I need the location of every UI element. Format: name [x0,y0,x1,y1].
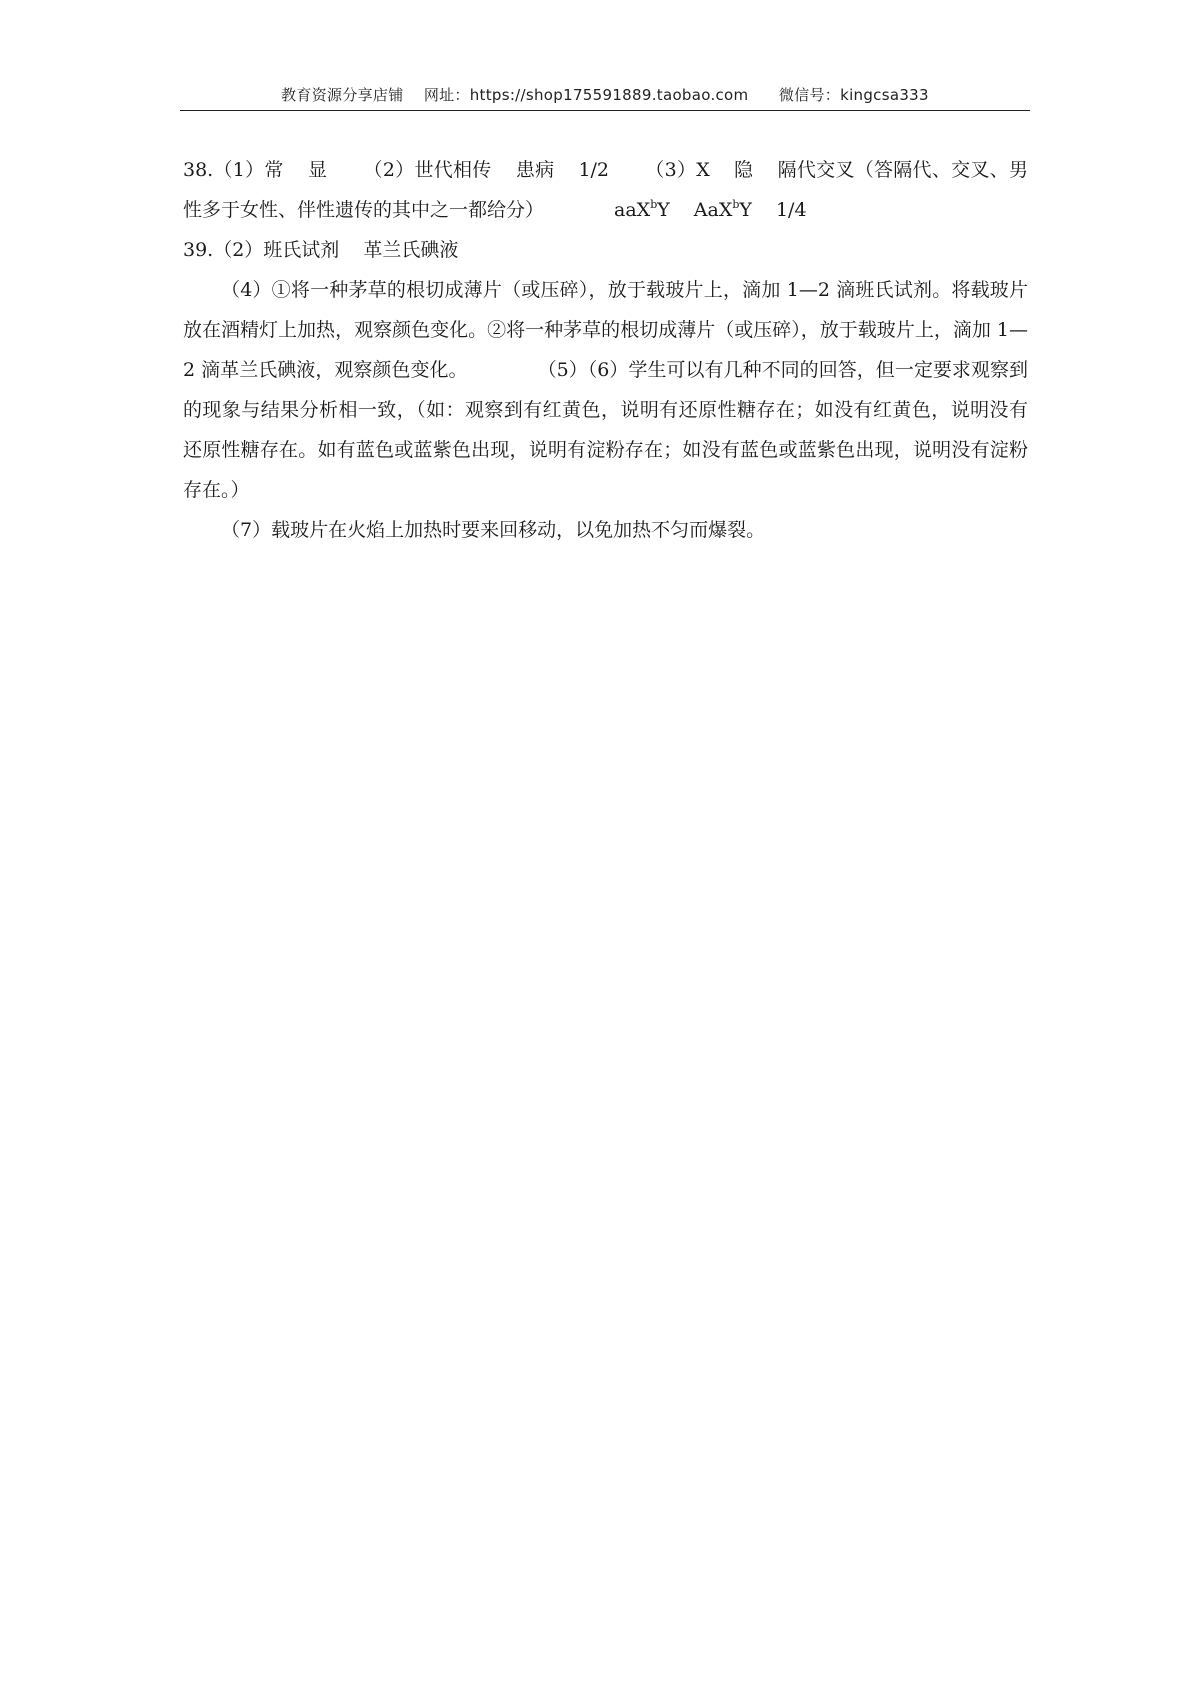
answer-38 [183,150,1028,230]
header-divider [180,110,1030,111]
answer-39-part-7 [183,510,1028,550]
answer-content [183,150,1028,550]
q38-part3-note: 隔代交叉（答隔代、交叉、男性多于女性、伴性遗传的其中之一都给分） [183,159,1028,221]
page-header [180,84,1030,105]
q39-part7: （7）载玻片在火焰上加热时要来回移动，以免加热不匀而爆裂。 [221,519,766,541]
wechat-id: kingcsa333 [840,86,929,104]
q39-part2-reagent: 革兰氏碘液 [363,239,459,261]
shop-url: https://shop175591889.taobao.com [469,86,749,104]
wechat-label: 微信号： [778,86,841,104]
q38-part3: （3）X [645,159,710,181]
q39-part2: （2）班氏试剂 [213,239,340,261]
q38-part1: （1）常 [213,159,284,181]
q39-part5-6: （5）（6）学生可以有几种不同的回答，但一定要求观察到的现象与结果分析相一致，（如：观察到有红黄色，说明有还原性糖存在；如没有红黄色，说明没有还原性糖存在。如有蓝色或蓝紫色出现，说明有淀粉存在；如没有蓝色或蓝紫色出现，说明没有淀粉存在。） [183,359,1028,501]
genotype-2: AaX$^b$Y [693,198,752,221]
q38-part2-answer: 患病 [515,159,555,181]
q38-part2-ratio: 1/2 [578,159,610,181]
answer-39-heading [183,230,1028,270]
answer-39-parts-4-6 [183,270,1028,510]
q38-part1-answer: 显 [307,159,328,181]
q38-part3-answer: 隐 [733,159,754,181]
q38-number: 38. [183,159,214,181]
q38-probability: 1/4 [775,199,807,221]
shop-name: 教育资源分享店铺 [281,86,404,104]
genotype-1: aaX$^b$Y [614,198,670,221]
q38-part2: （2）世代相传 [363,159,492,181]
q39-number: 39. [183,239,214,261]
url-label: 网址： [423,86,470,104]
q39-part4: （4）①将一种茅草的根切成薄片（或压碎），放于载玻片上，滴加 1—2 滴班氏试剂。将载玻片放在酒精灯上加热，观察颜色变化。②将一种茅草的根切成薄片（或压碎），放于载玻片上，滴加 1—2 滴革兰氏碘液，观察颜色变化。 [183,279,1028,381]
